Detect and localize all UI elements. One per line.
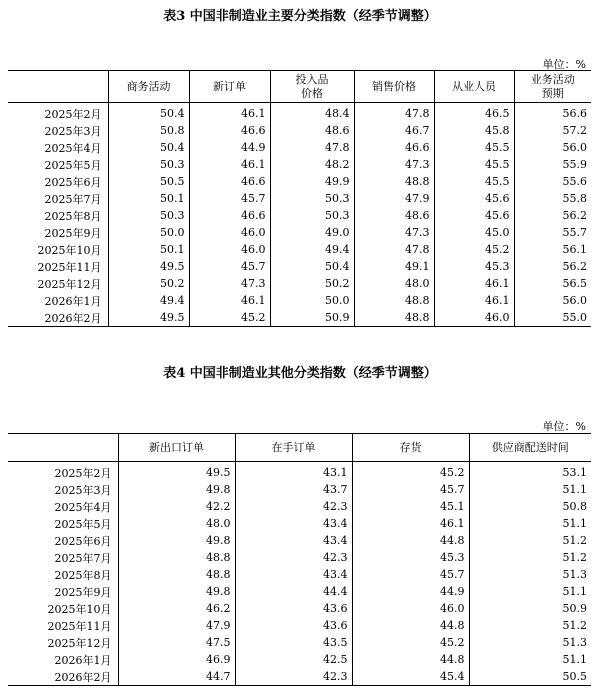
row-label-cell: 2025年9月 <box>54 585 112 599</box>
value-cell: 48.8 <box>118 549 235 566</box>
table-row <box>8 515 591 532</box>
value-cell: 48.8 <box>354 292 434 309</box>
value-cell: 47.3 <box>354 156 434 173</box>
value-cell: 50.3 <box>270 190 354 207</box>
value-cell: 49.8 <box>118 583 235 600</box>
value-cell: 45.8 <box>434 122 514 139</box>
value-cell: 56.6 <box>514 103 591 123</box>
value-cell: 47.8 <box>354 241 434 258</box>
table-row <box>8 156 591 173</box>
value-cell: 55.0 <box>514 309 591 327</box>
value-cell: 45.7 <box>352 566 469 583</box>
value-cell: 50.9 <box>469 600 591 617</box>
row-label-cell: 2026年2月 <box>54 670 112 684</box>
value-cell: 49.8 <box>118 481 235 498</box>
value-cell: 49.4 <box>108 292 189 309</box>
value-cell: 46.6 <box>189 173 270 190</box>
table-row <box>8 241 591 258</box>
value-cell: 51.2 <box>469 549 591 566</box>
value-cell: 46.1 <box>189 103 270 123</box>
row-label-cell: 2025年12月 <box>47 636 112 650</box>
row-label-cell: 2026年1月 <box>44 294 102 308</box>
table-row <box>8 103 591 123</box>
value-cell: 47.9 <box>354 190 434 207</box>
table-row <box>8 481 591 498</box>
row-label-cell: 2026年1月 <box>54 653 112 667</box>
value-cell: 50.5 <box>108 173 189 190</box>
value-cell: 51.1 <box>469 583 591 600</box>
value-cell: 44.7 <box>118 668 235 686</box>
value-cell: 50.8 <box>469 498 591 515</box>
value-cell: 49.5 <box>108 258 189 275</box>
row-label-cell: 2025年6月 <box>44 175 102 189</box>
value-cell: 56.2 <box>514 207 591 224</box>
value-cell: 44.4 <box>235 583 352 600</box>
row-label-cell: 2025年8月 <box>54 568 112 582</box>
table-row <box>8 207 591 224</box>
value-cell: 50.4 <box>270 258 354 275</box>
table3-title: 表3 中国非制造业主要分类指数（经季节调整） <box>163 9 437 24</box>
value-cell: 47.3 <box>189 275 270 292</box>
row-label-cell: 2025年6月 <box>54 534 112 548</box>
value-cell: 45.0 <box>434 224 514 241</box>
value-cell: 43.4 <box>235 532 352 549</box>
value-cell: 42.3 <box>235 549 352 566</box>
row-label-cell: 2025年7月 <box>44 192 102 206</box>
value-cell: 55.6 <box>514 173 591 190</box>
value-cell: 47.9 <box>118 617 235 634</box>
value-cell: 45.6 <box>434 190 514 207</box>
table4-header-4: 供应商配送时间 <box>469 434 591 462</box>
value-cell: 48.0 <box>118 515 235 532</box>
value-cell: 43.4 <box>235 566 352 583</box>
value-cell: 51.1 <box>469 481 591 498</box>
value-cell: 45.2 <box>352 634 469 651</box>
value-cell: 51.3 <box>469 566 591 583</box>
table4-header-3: 存货 <box>352 434 469 462</box>
value-cell: 56.2 <box>514 258 591 275</box>
value-cell: 42.3 <box>235 498 352 515</box>
value-cell: 48.2 <box>270 156 354 173</box>
row-label-cell: 2025年8月 <box>44 209 102 223</box>
value-cell: 42.5 <box>235 651 352 668</box>
value-cell: 45.7 <box>189 258 270 275</box>
table-row <box>8 617 591 634</box>
value-cell: 50.3 <box>108 207 189 224</box>
value-cell: 50.8 <box>108 122 189 139</box>
value-cell: 53.1 <box>469 462 591 482</box>
table3-header-2: 新订单 <box>189 71 270 103</box>
value-cell: 43.5 <box>235 634 352 651</box>
value-cell: 45.5 <box>434 173 514 190</box>
table3 <box>8 70 591 327</box>
value-cell: 50.4 <box>108 139 189 156</box>
row-label-cell: 2025年10月 <box>47 602 112 616</box>
row-label-cell: 2025年12月 <box>37 277 102 291</box>
table-row <box>8 532 591 549</box>
value-cell: 46.0 <box>189 241 270 258</box>
value-cell: 46.0 <box>189 224 270 241</box>
value-cell: 56.5 <box>514 275 591 292</box>
row-label-cell: 2025年5月 <box>54 517 112 531</box>
value-cell: 50.0 <box>108 224 189 241</box>
value-cell: 45.4 <box>352 668 469 686</box>
table4-header-2: 在手订单 <box>235 434 352 462</box>
value-cell: 50.9 <box>270 309 354 327</box>
table3-header-1: 商务活动 <box>108 71 189 103</box>
value-cell: 50.1 <box>108 190 189 207</box>
value-cell: 51.3 <box>469 634 591 651</box>
value-cell: 47.8 <box>270 139 354 156</box>
row-label-cell: 2025年5月 <box>44 158 102 172</box>
value-cell: 43.4 <box>235 515 352 532</box>
value-cell: 46.5 <box>434 103 514 123</box>
value-cell: 45.5 <box>434 156 514 173</box>
value-cell: 46.1 <box>434 292 514 309</box>
value-cell: 50.0 <box>270 292 354 309</box>
value-cell: 55.9 <box>514 156 591 173</box>
value-cell: 46.1 <box>434 275 514 292</box>
value-cell: 45.1 <box>352 498 469 515</box>
row-label-cell: 2025年11月 <box>37 260 102 274</box>
table3-header-3: 投入品 价格 <box>270 71 354 103</box>
value-cell: 55.7 <box>514 224 591 241</box>
value-cell: 46.0 <box>352 600 469 617</box>
value-cell: 50.4 <box>108 103 189 123</box>
row-label-cell: 2025年3月 <box>54 483 112 497</box>
value-cell: 47.3 <box>354 224 434 241</box>
value-cell: 42.2 <box>118 498 235 515</box>
value-cell: 49.4 <box>270 241 354 258</box>
value-cell: 45.2 <box>352 462 469 482</box>
value-cell: 46.7 <box>354 122 434 139</box>
value-cell: 49.0 <box>270 224 354 241</box>
row-label-cell: 2025年4月 <box>44 141 102 155</box>
value-cell: 49.9 <box>270 173 354 190</box>
row-label-cell: 2025年2月 <box>54 466 112 480</box>
row-label-cell: 2025年7月 <box>54 551 112 565</box>
table-row <box>8 122 591 139</box>
value-cell: 44.8 <box>352 532 469 549</box>
table-row <box>8 292 591 309</box>
table3-header-4: 销售价格 <box>354 71 434 103</box>
value-cell: 44.8 <box>352 617 469 634</box>
value-cell: 51.1 <box>469 515 591 532</box>
table3-header-5: 从业人员 <box>434 71 514 103</box>
table3-body <box>8 103 591 327</box>
table4-header-0 <box>8 434 118 462</box>
value-cell: 46.9 <box>118 651 235 668</box>
table-row <box>8 224 591 241</box>
table-row <box>8 549 591 566</box>
value-cell: 43.1 <box>235 462 352 482</box>
row-label-cell: 2025年11月 <box>47 619 112 633</box>
value-cell: 48.6 <box>354 207 434 224</box>
row-label-cell: 2025年9月 <box>44 226 102 240</box>
value-cell: 48.4 <box>270 103 354 123</box>
value-cell: 55.8 <box>514 190 591 207</box>
value-cell: 46.6 <box>354 139 434 156</box>
value-cell: 49.5 <box>118 462 235 482</box>
value-cell: 45.2 <box>434 241 514 258</box>
value-cell: 46.2 <box>118 600 235 617</box>
value-cell: 46.1 <box>189 292 270 309</box>
value-cell: 46.0 <box>434 309 514 327</box>
value-cell: 48.8 <box>354 173 434 190</box>
table3-header-row <box>8 71 591 103</box>
value-cell: 50.3 <box>270 207 354 224</box>
value-cell: 49.1 <box>354 258 434 275</box>
value-cell: 50.2 <box>108 275 189 292</box>
table-row <box>8 139 591 156</box>
table-row <box>8 600 591 617</box>
table-row <box>8 634 591 651</box>
table-row <box>8 583 591 600</box>
row-label-cell: 2025年10月 <box>37 243 102 257</box>
value-cell: 46.1 <box>189 156 270 173</box>
value-cell: 44.9 <box>189 139 270 156</box>
value-cell: 50.3 <box>108 156 189 173</box>
value-cell: 49.5 <box>108 309 189 327</box>
value-cell: 50.2 <box>270 275 354 292</box>
row-label-cell: 2025年4月 <box>54 500 112 514</box>
table3-header-0 <box>8 71 108 103</box>
table4-body <box>8 462 591 686</box>
value-cell: 47.5 <box>118 634 235 651</box>
table-row <box>8 498 591 515</box>
value-cell: 43.6 <box>235 617 352 634</box>
value-cell: 44.8 <box>352 651 469 668</box>
value-cell: 50.5 <box>469 668 591 686</box>
table-row <box>8 566 591 583</box>
table4-header-1: 新出口订单 <box>118 434 235 462</box>
value-cell: 48.0 <box>354 275 434 292</box>
table-row <box>8 462 591 482</box>
value-cell: 42.3 <box>235 668 352 686</box>
value-cell: 51.2 <box>469 617 591 634</box>
table3-unit-label: 单位：% <box>542 58 586 71</box>
value-cell: 50.1 <box>108 241 189 258</box>
value-cell: 51.1 <box>469 651 591 668</box>
value-cell: 43.6 <box>235 600 352 617</box>
table4 <box>8 433 591 686</box>
value-cell: 47.8 <box>354 103 434 123</box>
table-row <box>8 651 591 668</box>
value-cell: 45.5 <box>434 139 514 156</box>
value-cell: 48.8 <box>354 309 434 327</box>
table4-unit-label: 单位：% <box>542 420 586 433</box>
value-cell: 49.8 <box>118 532 235 549</box>
value-cell: 46.6 <box>189 122 270 139</box>
row-label-cell: 2026年2月 <box>44 311 102 325</box>
value-cell: 46.1 <box>352 515 469 532</box>
table-row <box>8 668 591 686</box>
value-cell: 51.2 <box>469 532 591 549</box>
value-cell: 45.7 <box>352 481 469 498</box>
row-label-cell: 2025年2月 <box>44 107 102 121</box>
value-cell: 56.0 <box>514 292 591 309</box>
value-cell: 45.2 <box>189 309 270 327</box>
value-cell: 45.7 <box>189 190 270 207</box>
table3-header-6: 业务活动 预期 <box>514 71 591 103</box>
row-label-cell: 2025年3月 <box>44 124 102 138</box>
value-cell: 44.9 <box>352 583 469 600</box>
table-row <box>8 309 591 327</box>
table4-title: 表4 中国非制造业其他分类指数（经季节调整） <box>163 366 437 381</box>
value-cell: 56.1 <box>514 241 591 258</box>
table-row <box>8 173 591 190</box>
table-row <box>8 275 591 292</box>
value-cell: 56.0 <box>514 139 591 156</box>
value-cell: 48.8 <box>118 566 235 583</box>
table4-header-row <box>8 434 591 462</box>
table-row <box>8 190 591 207</box>
table-row <box>8 258 591 275</box>
value-cell: 45.6 <box>434 207 514 224</box>
value-cell: 45.3 <box>434 258 514 275</box>
value-cell: 43.7 <box>235 481 352 498</box>
value-cell: 45.3 <box>352 549 469 566</box>
value-cell: 48.6 <box>270 122 354 139</box>
value-cell: 46.6 <box>189 207 270 224</box>
value-cell: 57.2 <box>514 122 591 139</box>
